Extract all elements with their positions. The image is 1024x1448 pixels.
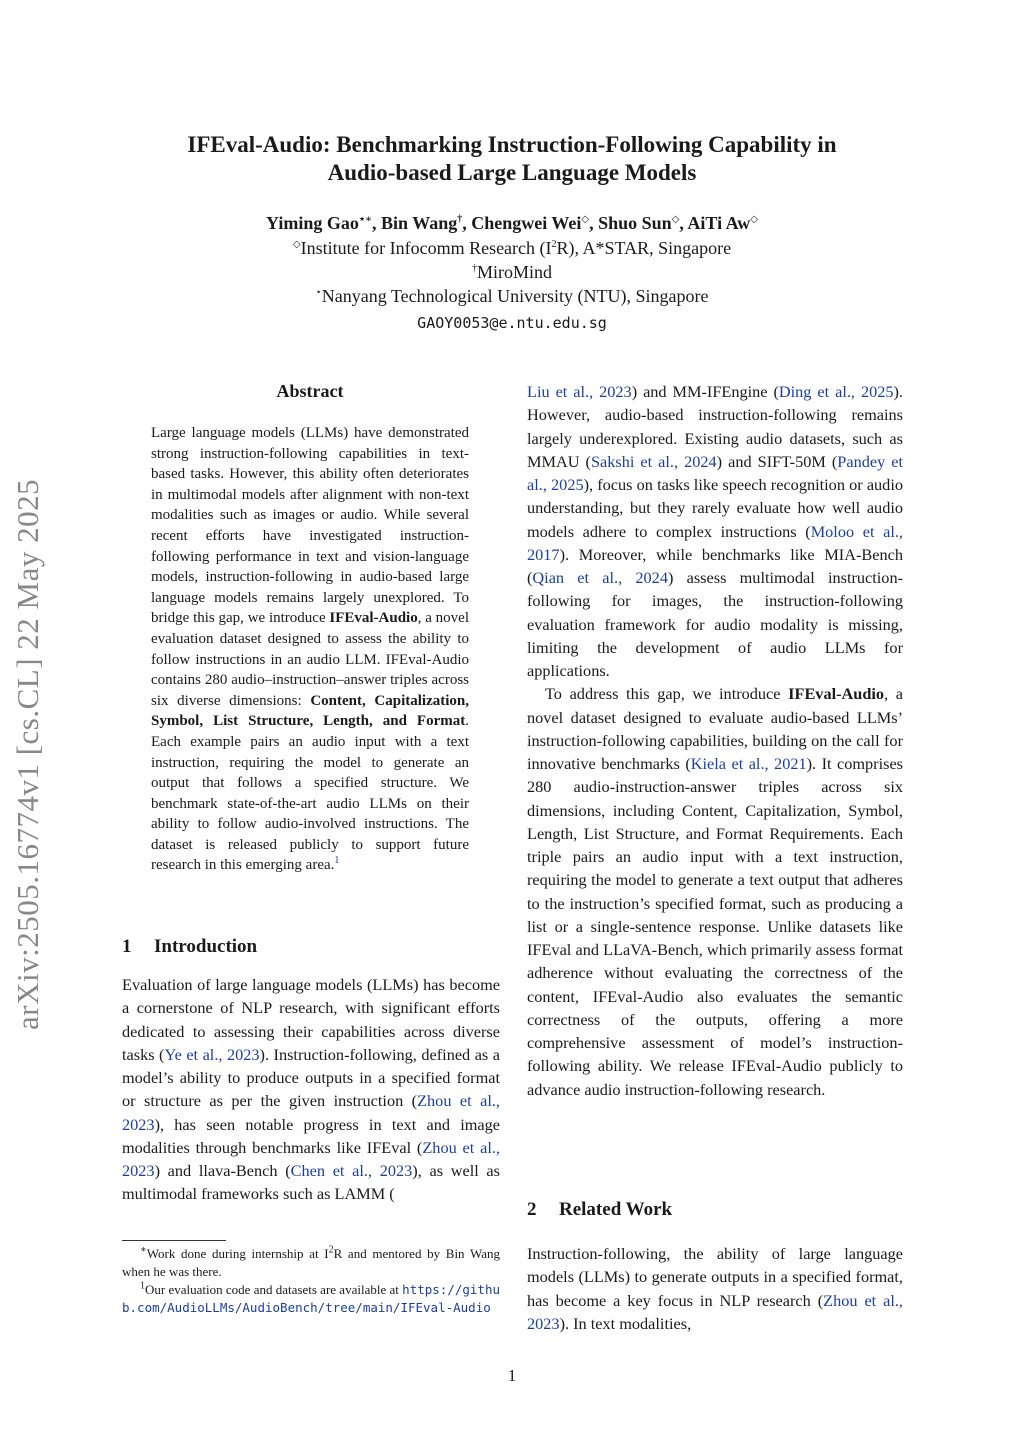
- affiliation-mark: †: [471, 263, 477, 274]
- citation-link[interactable]: Kiela et al., 2021: [690, 754, 807, 773]
- citation-link[interactable]: Ye et al., 2023: [164, 1044, 260, 1064]
- citation-link[interactable]: Qian et al., 2024: [532, 568, 668, 587]
- author-name: , Chengwei Wei: [462, 213, 582, 233]
- affiliation-3: [0, 286, 1024, 307]
- affiliation-text: R), A*STAR, Singapore: [556, 238, 732, 258]
- title-line-1: IFEval-Audio: Benchmarking Instruction-Following Capability in: [187, 132, 837, 157]
- citation-link[interactable]: Ding et al., 2025: [778, 382, 894, 401]
- section-intro-heading: [122, 936, 257, 958]
- intro-paragraph-1-cont: [527, 380, 903, 1101]
- abstract-text: Large language models (LLMs) have demonstrated strong instruction-following capabilities in text-based tasks. However, this ability often deteriorates in multimodal models after alignment with non-text modalities such as images or audio. While several recent efforts have investigated instruction-following performance in text and vision-language models, instruction-following in audio-based large language models remains largely unexplored. To bridge this gap, we introduce: [151, 425, 469, 627]
- section-title: Related Work: [559, 1199, 673, 1220]
- author-mark: ◇: [671, 214, 680, 225]
- author-name: , Shuo Sun: [589, 213, 672, 233]
- footnote-rule: [122, 1240, 226, 1241]
- body-text: ). It comprises 280 audio-instruction-answer triples across six dimensions, including Content, Capitalization, Symbol, Length, List Structure, and Format Requirements. Each triple pairs an audio input with a text instruction, requiring the model to generate a text output that adheres to the instruction’s specified format, such as producing a list or a single-sentence response. Unlike datasets like IFEval and LLaVA-Bench, which primarily assess format adherence without evaluating the correctness of the content, IFEval-Audio also evaluates the semantic correctness of the outputs, offering a more comprehensive assessment of model’s instruction-following ability. We release IFEval-Audio publicly to advance audio instruction-following research.: [527, 754, 904, 1099]
- paper-title: [0, 131, 1024, 187]
- body-text: ) assess multimodal instruction-following for images, the instruction-following evaluation framework for audio modality is missing, limiting the development of audio LLMs for applications.: [527, 568, 904, 680]
- author-mark: †: [457, 214, 463, 225]
- related-paragraph-1: [527, 1242, 903, 1335]
- footnote-sup: 2: [328, 1244, 334, 1256]
- affiliation-text: MiroMind: [476, 262, 552, 282]
- repo-link[interactable]: https://github.com/AudioLLMs/AudioBench/tree/main/IFEval-Audio: [122, 1282, 501, 1315]
- footnote-text: Our evaluation code and datasets are available at: [145, 1282, 399, 1297]
- abstract-text: , a novel evaluation dataset designed to assess the ability to follow instructions in an audio LLM. IFEval-Audio contains 280 audio–instruction–answer triples across six diverse dimensions:: [151, 610, 469, 709]
- body-text: ). However, audio-based instruction-following remains largely underexplored. Existing audio datasets, such as MMAU (: [527, 382, 904, 471]
- body-text: , a novel dataset designed to evaluate audio-based LLMs’ instruction-following capabilities, building on the call for innovative benchmarks (: [527, 684, 903, 773]
- footnotes: [122, 1245, 500, 1317]
- title-line-2: Audio-based Large Language Models: [327, 160, 697, 185]
- body-text: ), focus on tasks like speech recognition or audio understanding, but they rarely evaluate how well audio models adhere to complex instructions (: [527, 475, 903, 541]
- body-text: ), has seen notable progress in text and image modalities through benchmarks like IFEval (: [122, 1114, 500, 1157]
- body-text: ) and MM-IFEngine (: [631, 382, 779, 401]
- author-list: [0, 213, 1024, 234]
- body-text: ), as well as multimodal frameworks such as LAMM (: [122, 1161, 500, 1204]
- body-text: ) and llava-Bench (: [154, 1161, 291, 1180]
- citation-link[interactable]: Sakshi et al., 2024: [590, 451, 717, 471]
- affiliation-sup: 2: [551, 239, 557, 250]
- section-number: 1: [122, 936, 132, 957]
- body-text: Evaluation of large language models (LLMs) has become a cornerstone of NLP research, with significant efforts dedicated to assessing their capabilities across diverse tasks (: [122, 975, 500, 1064]
- author-name: , AiTi Aw: [679, 213, 751, 233]
- page-number: 1: [507, 1366, 517, 1385]
- section-related-heading: [527, 1199, 672, 1221]
- footnote-ref[interactable]: 1: [334, 855, 340, 867]
- body-text: Instruction-following, the ability of large language models (LLMs) to generate outputs in a specified format, has become a key focus in NLP research (: [527, 1244, 903, 1310]
- section-number: 2: [527, 1199, 537, 1220]
- footnote-mark: ∗: [140, 1244, 147, 1256]
- body-text: To address this gap, we introduce: [545, 684, 789, 704]
- abstract-bold: IFEval-Audio: [329, 610, 418, 627]
- footnote-mark: 1: [140, 1280, 145, 1292]
- citation-link[interactable]: Zhou et al., 2023: [527, 1290, 904, 1333]
- body-text: ). Moreover, while benchmarks like MIA-Bench (: [527, 544, 903, 587]
- affiliation-2: [0, 262, 1024, 283]
- citation-link[interactable]: Zhou et al., 2023: [122, 1137, 500, 1180]
- affiliation-mark: ⋆: [315, 287, 322, 298]
- arxiv-identifier: arXiv:2505.16774v1 [cs.CL] 22 May 2025: [10, 478, 45, 1030]
- citation-link[interactable]: Liu et al., 2023: [527, 382, 632, 401]
- author-mark: ⋆∗: [358, 214, 373, 225]
- affiliation-text: Institute for Infocomm Research (I: [300, 238, 552, 258]
- citation-link[interactable]: Pandey et al., 2025: [527, 451, 904, 494]
- author-mark: ◇: [750, 214, 758, 225]
- author-email[interactable]: GAOY0053@e.ntu.edu.sg: [417, 314, 607, 332]
- affiliation-1: [0, 238, 1024, 259]
- body-bold: IFEval-Audio: [788, 684, 885, 704]
- abstract-body: [151, 423, 469, 876]
- section-title: Introduction: [154, 936, 258, 957]
- affiliation-text: Nanyang Technological University (NTU), Singapore: [321, 286, 709, 306]
- body-text: ) and SIFT-50M (: [716, 451, 838, 471]
- intro-paragraph-1: [122, 973, 500, 1206]
- author-name: Yiming Gao: [266, 213, 359, 233]
- citation-link[interactable]: Zhou et al., 2023: [122, 1091, 500, 1134]
- footnote-text: R and mentored by Bin Wang when he was there.: [122, 1246, 500, 1279]
- affiliation-mark: ◇: [292, 239, 301, 250]
- body-text: ). Instruction-following, defined as a model’s ability to produce outputs in a specified format or structure as per the given instruction (: [122, 1044, 500, 1111]
- citation-link[interactable]: Chen et al., 2023: [290, 1161, 413, 1180]
- author-mark: ◇: [581, 214, 590, 225]
- citation-link[interactable]: Moloo et al., 2017: [527, 521, 904, 564]
- abstract-heading: Abstract: [276, 381, 344, 401]
- intro-paragraph-2: [527, 682, 903, 1101]
- footnote-text: Work done during internship at I: [146, 1246, 329, 1261]
- body-text: ). In text modalities,: [559, 1313, 692, 1333]
- abstract-bold: Content, Capitalization, Symbol, List Structure, Length, and Format: [151, 692, 469, 730]
- author-name: , Bin Wang: [372, 213, 458, 233]
- abstract-text: . Each example pairs an audio input with a text instruction, requiring the model to generate an output that follows a specified structure. We benchmark state-of-the-art audio LLMs on their ability to follow audio-involved instructions. The dataset is released publicly to support future research in this emerging area.: [151, 713, 469, 874]
